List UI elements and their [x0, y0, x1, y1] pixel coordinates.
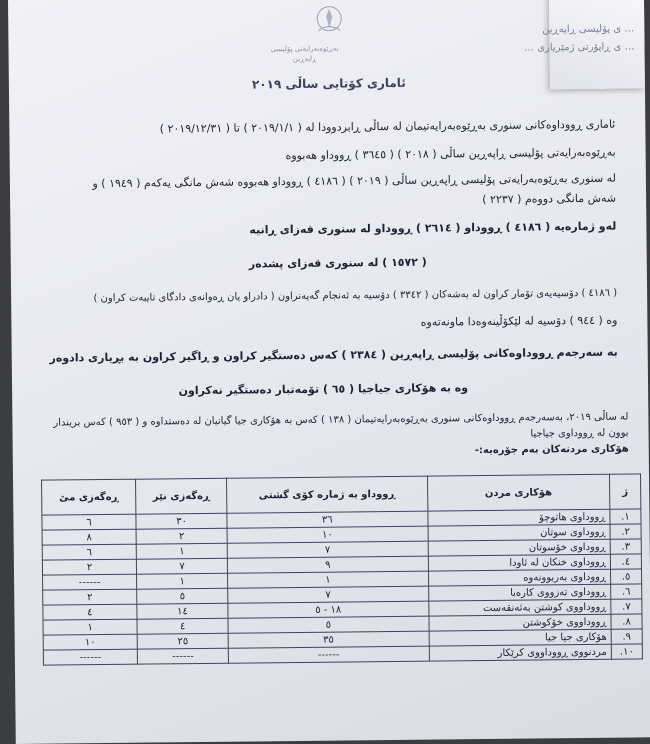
- row-female: ------: [43, 649, 137, 665]
- paragraph-12: بوون لە ڕووداوی جیاجیا: [530, 427, 629, 440]
- row-cause: هۆکاری جیا جیا: [429, 629, 612, 646]
- row-no: ٣.: [610, 539, 641, 554]
- row-count: ٥: [228, 616, 429, 633]
- paragraph-5: لەو ژمارەیە ( ٤١٨٦ ) ڕووداو ( ٢٦١٤ ) ڕووداو لە سنوری قەزای ڕانیە: [249, 219, 617, 237]
- paragraph-4: شەش مانگی دووەم ( ٢٢٣٧ ): [482, 191, 617, 207]
- row-cause: ڕووداووی خۆکوشتن: [429, 614, 612, 631]
- row-no: ١٠.: [611, 644, 642, 659]
- header-female: ڕەگەزی مێ: [42, 479, 136, 515]
- row-female: ١: [43, 619, 137, 635]
- paragraph-9: بە سەرجەم ڕووداوەکانی پۆلیسی ڕاپەڕین ( ٢٣٨٤ ) کەس دەستگیر کراون و ڕاگیر کراون بە بڕیاری دادوەر: [49, 345, 618, 365]
- paragraph-10: وە بە هۆکاری جیاجیا ( ٦٥ ) تۆمەتبار دەستگیر نەکراون: [178, 381, 469, 398]
- row-male: ------: [137, 648, 228, 664]
- row-female: ٦: [42, 544, 136, 560]
- row-female: ٢: [42, 559, 136, 575]
- row-no: ٩.: [611, 629, 642, 644]
- row-no: ١.: [610, 509, 641, 524]
- document-page: [8, 0, 650, 744]
- row-female: ٦: [42, 514, 136, 530]
- header-count: ڕووداو بە ژمارە کۆی گشتی: [227, 476, 428, 513]
- paragraph-11: لە ساڵی ٢٠١٩، بەسەرجەم ڕووداوەکانی سنوری بەڕێوەبەرایەتیمان ( ١٣٨ ) کەس بە هۆکاری جیا گیانیان لە دەستداوە و ( ٩٥٣ ) کەس بریندار: [53, 411, 629, 429]
- row-male: ١: [137, 573, 228, 589]
- row-male: ٢: [136, 528, 227, 544]
- seal-caption: بەڕێوەبەرایەتی پۆلیسی ڕاپەڕین: [270, 44, 339, 63]
- row-count: ٣٦: [227, 511, 428, 528]
- row-female: ٤: [43, 604, 137, 620]
- row-cause: ڕووداوی خۆسوتان: [428, 539, 611, 556]
- header-cause: هۆکاری مردن: [427, 474, 610, 511]
- page-title: ئاماری کۆتایی ساڵی ٢٠١٩: [251, 75, 406, 92]
- header-no: ژ: [609, 474, 640, 509]
- row-male: ٢٥: [137, 633, 228, 649]
- row-male: ٣٠: [136, 513, 227, 529]
- row-no: ٨.: [611, 614, 642, 629]
- row-no: ٢.: [610, 524, 641, 539]
- row-count: ١٠: [227, 526, 428, 543]
- paragraph-2: بەڕێوەبەرایەتی پۆلیسی ڕاپەڕین ساڵی ( ٢٠١٨ ) ( ٣٦٤٥ ) ڕووداو هەبووە: [285, 145, 616, 163]
- row-male: ١٤: [137, 603, 228, 619]
- row-male: ٧: [136, 558, 227, 574]
- row-cause: ڕووداوی بەربوونەوە: [428, 569, 611, 586]
- row-count: ٣٥: [228, 631, 429, 648]
- row-female: ------: [43, 574, 137, 590]
- header-line-2: … ی ڕاپۆرتی ژمێریاری …: [523, 41, 635, 54]
- row-female: ١٠: [43, 634, 137, 650]
- header-male: ڕەگەزی نێر: [136, 478, 227, 514]
- row-male: ٥: [137, 588, 228, 604]
- row-cause: ڕووداوی هاتوچۆ: [427, 509, 610, 526]
- row-count: ٧: [228, 586, 429, 603]
- row-no: ٧.: [611, 599, 642, 614]
- header-line-1: … ی پۆلیسی ڕاپەڕین: [542, 23, 635, 36]
- paragraph-3: لە سنوری بەڕێوەبەرایەتی پۆلیسی ڕاپەڕین ساڵی ( ٢٠١٩ ) ( ٤١٨٦ ) ڕووداو هەبووە شەش مانگی یەکەم ( ١٩٤٩ ) و: [92, 171, 616, 191]
- row-no: ٦.: [611, 584, 642, 599]
- row-no: ٤.: [610, 554, 641, 569]
- row-count: ١٨ - ٥: [228, 601, 429, 618]
- row-count: ------: [228, 646, 429, 663]
- row-female: ٢: [43, 589, 137, 605]
- paragraph-6: ( ١٥٧٢ ) لە سنوری قەزای پشدەر: [248, 255, 427, 271]
- paragraph-7: ( ٤١٨٦ ) دۆسیەیەی تۆمار کراون لە بەشەکان ( ٣٣٤٢ ) دۆسیە بە ئەنجام گەیەنراون ( دادراو یان ڕەوانەی دادگای تایبەت کراون ): [93, 287, 618, 305]
- row-cause: ڕووداوی سوتان: [428, 524, 611, 541]
- emblem-icon: [308, 0, 350, 42]
- paragraph-8: وە ( ٩٤٤ ) دۆسیە لە لێکۆڵینەوەدا ماونەتەوە: [420, 313, 618, 329]
- row-cause: ڕووداووی کوشتن بەئەنقەست: [428, 599, 611, 616]
- death-causes-table: [41, 473, 643, 665]
- row-cause: مردنووی ڕووداووی کرێکار: [429, 644, 612, 661]
- paragraph-13: هۆکاری مردنەکان بەم جۆرەیە:-: [474, 443, 629, 457]
- row-male: ٤: [137, 618, 228, 634]
- row-cause: ڕووداوی خنکان لە ئاودا: [428, 554, 611, 571]
- row-count: ١: [228, 571, 429, 588]
- row-count: ٩: [227, 556, 428, 573]
- row-female: ٨: [42, 529, 136, 545]
- row-count: ٧: [227, 541, 428, 558]
- row-cause: ڕووداوی تەزووی کارەبا: [428, 584, 611, 601]
- row-male: ١: [136, 543, 227, 559]
- row-no: ٥.: [610, 569, 641, 584]
- paragraph-1: ئاماری ڕووداوەکانی سنوری بەڕێوەبەرایەتیمان لە ساڵی ڕابردوودا لە ( ٢٠١٩/١/١ ) تا ( ٢٠١٩/١٢/٣١ ): [159, 117, 616, 136]
